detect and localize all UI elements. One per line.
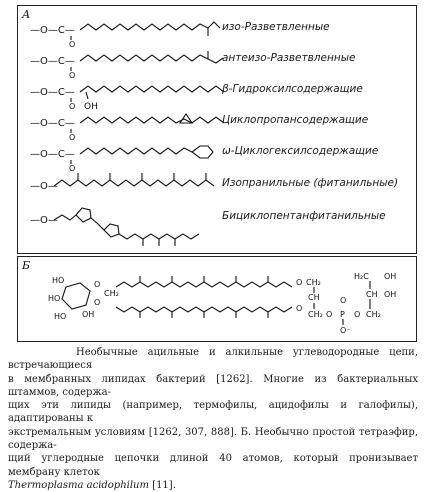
chain-1-prefix: —O—C— xyxy=(30,25,75,36)
caption-species: Thermoplasma acidophilum xyxy=(8,479,149,491)
glycerol-ch2: CH₂ xyxy=(366,310,381,319)
carbonyl-o-2: O xyxy=(69,71,76,80)
o-phos-top: O xyxy=(340,296,347,305)
chain-iso xyxy=(30,22,220,49)
chain-cyclohexyl xyxy=(30,146,213,173)
o-sugar-lower: O xyxy=(94,298,101,307)
glycerol-h2c: H₂C xyxy=(354,272,369,281)
carbonyl-o-3: O xyxy=(69,102,76,111)
caption-line-2b: Многие из бактериальных штаммов, содержа- xyxy=(8,373,418,398)
oh-bottom: OH xyxy=(82,310,95,319)
chain-5-prefix: —O—C— xyxy=(30,149,75,160)
label-anteiso: антеизо-Разветвленные xyxy=(222,52,356,64)
chain-6-prefix: —O— xyxy=(30,181,58,192)
chain-phytanyl xyxy=(30,173,214,192)
o-phos-right: O xyxy=(354,310,361,319)
chain-4-prefix: —O—C— xyxy=(30,118,75,129)
ch2-left: CH₂ xyxy=(104,289,119,298)
caption-line-6b: [11]. xyxy=(148,479,176,491)
carbonyl-o-5: O xyxy=(69,164,76,173)
chain-bicyclopentane xyxy=(30,208,199,246)
carbonyl-o-1: O xyxy=(69,40,76,49)
carbonyl-o-4: O xyxy=(69,133,76,142)
oh-substituent: OH xyxy=(84,102,98,112)
tetraether-structure xyxy=(18,257,416,341)
ho-top: HO xyxy=(52,276,65,285)
caption-line-1: Необычные ацильные и алкильные углеводородные цепи, встречающиеся xyxy=(8,347,418,372)
label-beta-hydroxy: β-Гидроксилсодержащие xyxy=(222,83,363,95)
caption-line-2a: в мембранных липидах бактерий [1262]. xyxy=(8,373,253,385)
caption-line-5: щий углеродные цепочки длиной 40 атомов, который пронизывает мембрану клеток xyxy=(8,453,418,478)
label-iso: изо-Разветвленные xyxy=(222,21,330,33)
chain-3-prefix: —O—C— xyxy=(30,87,75,98)
caption-line-3: щих эти липиды (например, термофилы, ацидофилы и галофилы), адаптированы к xyxy=(8,400,418,425)
chain-2-prefix: —O—C— xyxy=(30,56,75,67)
label-cyclohexyl: ω-Циклогексилсодержащие xyxy=(222,145,379,157)
caption-line-4a: экстремальным условиям [1262, 307, 888]. xyxy=(8,426,238,438)
glycerol-ch: CH xyxy=(366,290,378,299)
label-cyclopropane: Циклопропансодержащие xyxy=(222,114,369,126)
tetraether-chains xyxy=(116,276,292,318)
ho-bottom: HO xyxy=(54,312,67,321)
panel-b-letter: Б xyxy=(22,259,31,272)
chain-cyclopropane xyxy=(30,114,224,142)
panel-b xyxy=(17,256,417,342)
glycerol-oh-mid: OH xyxy=(384,290,397,299)
o-right-upper: O xyxy=(296,278,303,287)
o-right-lower: O xyxy=(296,304,303,313)
sugar-ring xyxy=(48,276,119,321)
label-phytanyl: Изопранильные (фитанильные) xyxy=(222,177,399,189)
ch-right: CH xyxy=(308,293,320,302)
ch2-right: CH₂ xyxy=(306,278,321,287)
figure-caption xyxy=(8,346,418,492)
glycerol-oh-top: OH xyxy=(384,272,397,281)
chain-7-prefix: —O— xyxy=(30,215,58,226)
panel-a xyxy=(17,5,417,254)
caption-line-4b: Б. Необычно простой тетраэфир, содержа- xyxy=(8,426,418,452)
o-minus: O⁻ xyxy=(340,326,351,335)
label-bicyclopentane: Бициклопентанфитанильные xyxy=(222,210,386,222)
ho-left: HO xyxy=(48,294,61,303)
o-sugar-upper: O xyxy=(94,280,101,289)
ch2-right-lower: CH₂ xyxy=(308,310,323,319)
o-phos-left: O xyxy=(326,310,333,319)
chain-beta-hydroxy xyxy=(30,86,224,112)
chain-anteiso xyxy=(30,51,223,80)
phosphoglycerol-head xyxy=(296,272,396,335)
panel-a-letter: А xyxy=(22,8,31,21)
phosphorus: P xyxy=(340,310,345,319)
